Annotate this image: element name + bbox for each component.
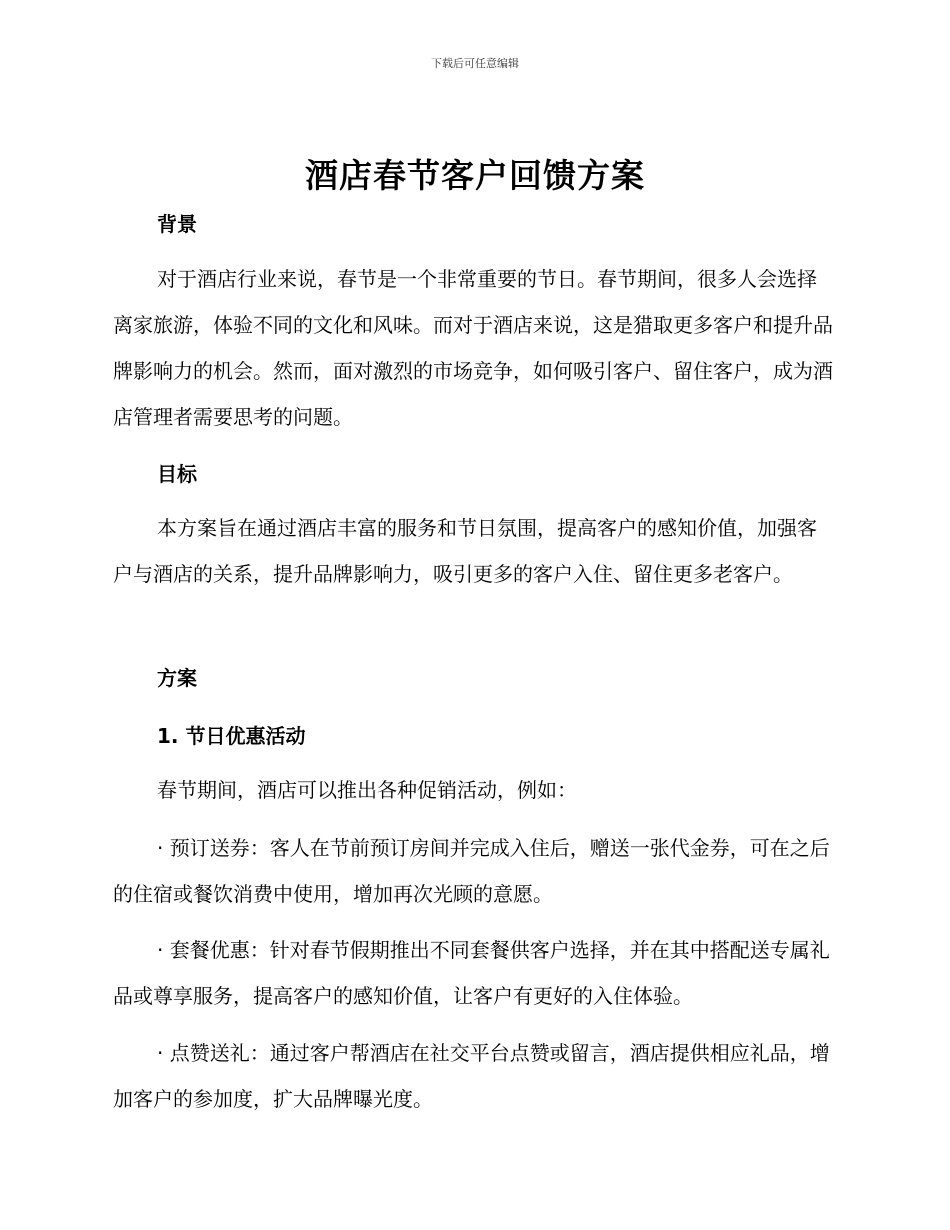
section-heading-goal: 目标 bbox=[157, 462, 197, 486]
page-header-note: 下载后可任意编辑 bbox=[431, 57, 519, 70]
subheading-holiday-promotions: 1. 节日优惠活动 bbox=[157, 724, 306, 748]
plan-intro-paragraph: 春节期间，酒店可以推出各种促销活动，例如： bbox=[157, 778, 577, 802]
list-item-like-gift: · 点赞送礼：通过客户帮酒店在社交平台点赞或留言，酒店提供相应礼品，增加客户的参加度，扩大品牌曝光度。 bbox=[113, 1041, 830, 1111]
section-heading-plan: 方案 bbox=[157, 666, 197, 690]
list-item-package-discount: · 套餐优惠：针对春节假期推出不同套餐供客户选择，并在其中搭配送专属礼品或尊享服务，提高客户的感知价值，让客户有更好的入住体验。 bbox=[113, 938, 830, 1008]
background-paragraph: 对于酒店行业来说，春节是一个非常重要的节日。春节期间，很多人会选择离家旅游，体验不同的文化和风味。而对于酒店来说，这是猎取更多客户和提升品牌影响力的机会。然而，面对激烈的市场竞争，如何吸引客户、留住客户，成为酒店管理者需要思考的问题。 bbox=[113, 267, 833, 429]
section-heading-background: 背景 bbox=[157, 212, 197, 236]
goal-paragraph: 本方案旨在通过酒店丰富的服务和节日氛围，提高客户的感知价值，加强客户与酒店的关系，提升品牌影响力，吸引更多的客户入住、留住更多老客户。 bbox=[113, 516, 817, 586]
document-title: 酒店春节客户回馈方案 bbox=[305, 156, 645, 195]
list-item-booking-coupon: · 预订送券：客人在节前预订房间并完成入住后，赠送一张代金券，可在之后的住宿或餐饮消费中使用，增加再次光顾的意愿。 bbox=[113, 836, 830, 906]
